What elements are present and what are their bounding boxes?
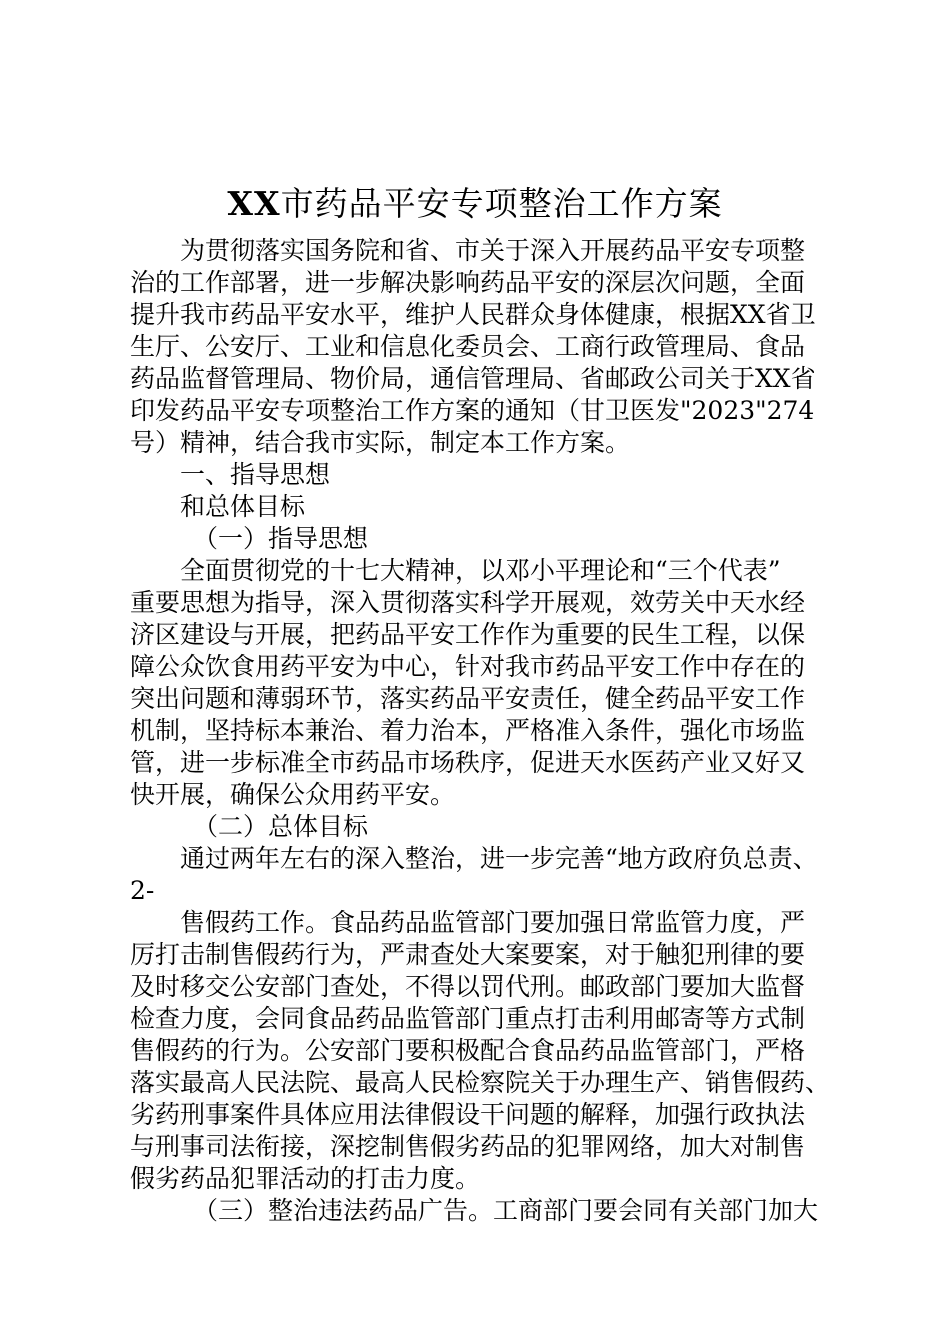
paragraph-line: 全面贯彻党的十七大精神，以邓小平理论和“三个代表”: [180, 556, 781, 585]
paragraph-line: 厉打击制售假药行为，严肃查处大案要案，对于触犯刑律的要: [130, 940, 806, 969]
paragraph-line: 突出问题和薄弱环节，落实药品平安责任，健全药品平安工作: [130, 684, 806, 713]
paragraph-line: 印发药品平安专项整治工作方案的通知（甘卫医发"2023"274: [130, 396, 815, 425]
subsection-heading: （一）指导思想: [193, 524, 369, 553]
section-heading: 和总体目标: [180, 492, 306, 521]
paragraph-line: 机制，坚持标本兼治、着力治本，严格准入条件，强化市场监: [130, 716, 806, 745]
paragraph-line: （三）整治违法药品广告。工商部门要会同有关部门加大: [193, 1196, 819, 1225]
paragraph-line: 及时移交公安部门查处，不得以罚代刑。邮政部门要加大监督: [130, 972, 806, 1001]
paragraph-line: 生厅、公安厅、工业和信息化委员会、工商行政管理局、食品: [130, 332, 806, 361]
paragraph-line: 劣药刑事案件具体应用法律假设干问题的解释，加强行政执法: [130, 1100, 806, 1129]
paragraph-line: 假劣药品犯罪活动的打击力度。: [130, 1164, 481, 1193]
page-title: [0, 183, 950, 225]
subsection-heading: （二）总体目标: [193, 812, 369, 841]
paragraph-line: 与刑事司法衔接，深挖制售假劣药品的犯罪网络，加大对制售: [130, 1132, 806, 1161]
paragraph-line: 药品监督管理局、物价局，通信管理局、省邮政公司关于XX省: [130, 364, 816, 393]
paragraph-line: 济区建设与开展，把药品平安工作作为重要的民生工程，以保: [130, 620, 806, 649]
section-heading: 一、指导思想: [180, 460, 331, 489]
paragraph-line: 重要思想为指导，深入贯彻落实科学开展观，效劳关中天水经: [130, 588, 806, 617]
paragraph-line: 落实最高人民法院、最高人民检察院关于办理生产、销售假药、: [130, 1068, 831, 1097]
title-text: 市药品平安专项整治工作方案: [280, 184, 723, 223]
paragraph-line: 管，进一步标准全市药品市场秩序，促进天水医药产业又好又: [130, 748, 806, 777]
paragraph-line: 为贯彻落实国务院和省、市关于深入开展药品平安专项整: [180, 236, 806, 265]
paragraph-line: 提升我市药品平安水平，维护人民群众身体健康，根据XX省卫: [130, 300, 816, 329]
paragraph-line: 售假药的行为。公安部门要积极配合食品药品监管部门，严格: [130, 1036, 806, 1065]
paragraph-line: 检查力度，会同食品药品监管部门重点打击利用邮寄等方式制: [130, 1004, 806, 1033]
paragraph-line: 快开展，确保公众用药平安。: [130, 780, 456, 809]
title-prefix: XX: [227, 184, 281, 223]
paragraph-line: 治的工作部署，进一步解决影响药品平安的深层次问题，全面: [130, 268, 806, 297]
paragraph-line: 售假药工作。食品药品监管部门要加强日常监管力度，严: [180, 908, 806, 937]
paragraph-line: 障公众饮食用药平安为中心，针对我市药品平安工作中存在的: [130, 652, 806, 681]
paragraph-line: 通过两年左右的深入整治，进一步完善“地方政府负总责、: [180, 844, 818, 873]
paragraph-line: 号）精神，结合我市实际，制定本工作方案。: [130, 428, 631, 457]
page-number: 2-: [130, 876, 155, 905]
